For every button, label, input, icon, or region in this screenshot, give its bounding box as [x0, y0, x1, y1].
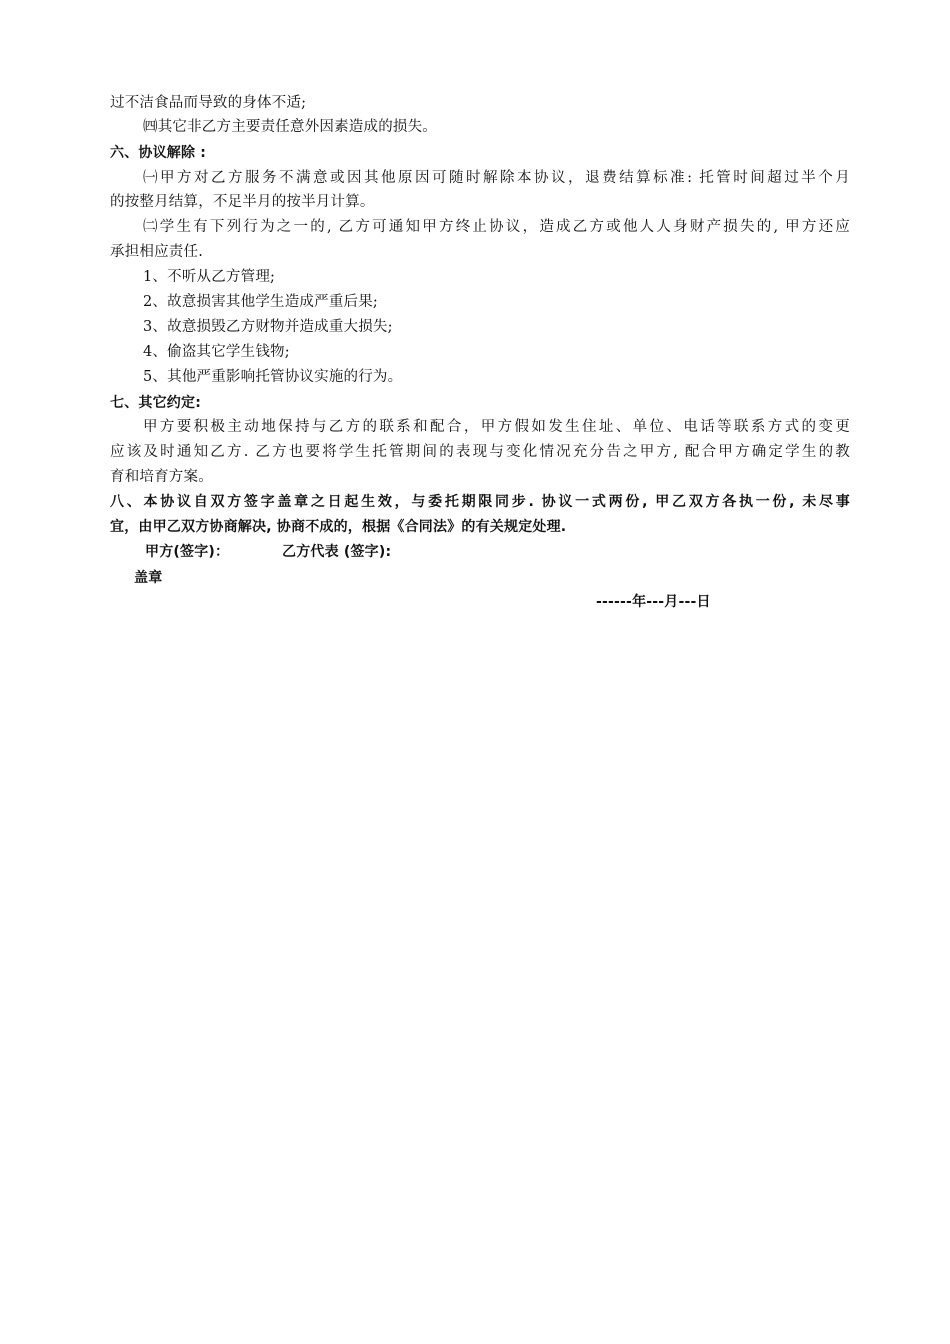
text-line: 甲方要积极主动地保持与乙方的联系和配合，甲方假如发生住址、单位、电话等联系方式的变更 [143, 419, 850, 435]
text-line: 育和培育方案。 [110, 469, 213, 485]
list-item: 2、故意损害其他学生造成严重后果; [143, 294, 379, 310]
list-item: 5、其他严重影响托管协议实施的行为。 [143, 369, 403, 385]
list-item: 3、故意损毁乙方财物并造成重大损失; [143, 319, 393, 335]
text-line: ㈣其它非乙方主要责任意外因素造成的损失。 [143, 119, 437, 135]
list-item: 4、偷盗其它学生钱物; [143, 344, 290, 360]
text-line: ㈡学生有下列行为之一的, 乙方可通知甲方终止协议，造成乙方或他人人身财产损失的, 甲方还应 [143, 219, 850, 235]
date-line: ------年---月---日 [596, 594, 711, 610]
text-line: 承担相应责任. [110, 244, 204, 260]
text-line: ㈠甲方对乙方服务不满意或因其他原因可随时解除本协议，退费结算标准: 托管时间超过半个月 [143, 170, 850, 186]
section-heading-7: 七、其它约定: [110, 395, 201, 411]
text-line: 宜，由甲乙双方协商解决, 协商不成的，根据《合同法》的有关规定处理. [110, 519, 567, 535]
text-line: 的按整月结算，不足半月的按半月计算。 [110, 194, 375, 210]
section-heading-8: 八、本协议自双方签字盖章之日起生效，与委托期限同步. 协议一式两份, 甲乙双方各执一份, 未尽事 [110, 494, 850, 510]
party-a-signature-label: 甲方(签字)： [145, 544, 230, 560]
party-b-signature-label: 乙方代表 (签字): [282, 544, 392, 560]
seal-label: 盖章 [134, 570, 163, 586]
text-line: 过不洁食品而导致的身体不适; [110, 95, 307, 111]
text-line: 应该及时通知乙方. 乙方也要将学生托管期间的表现与变化情况充分告之甲方, 配合甲方确定学生的教 [110, 444, 850, 460]
list-item: 1、不听从乙方管理; [143, 269, 276, 285]
section-heading-6: 六、协议解除 : [110, 145, 207, 161]
